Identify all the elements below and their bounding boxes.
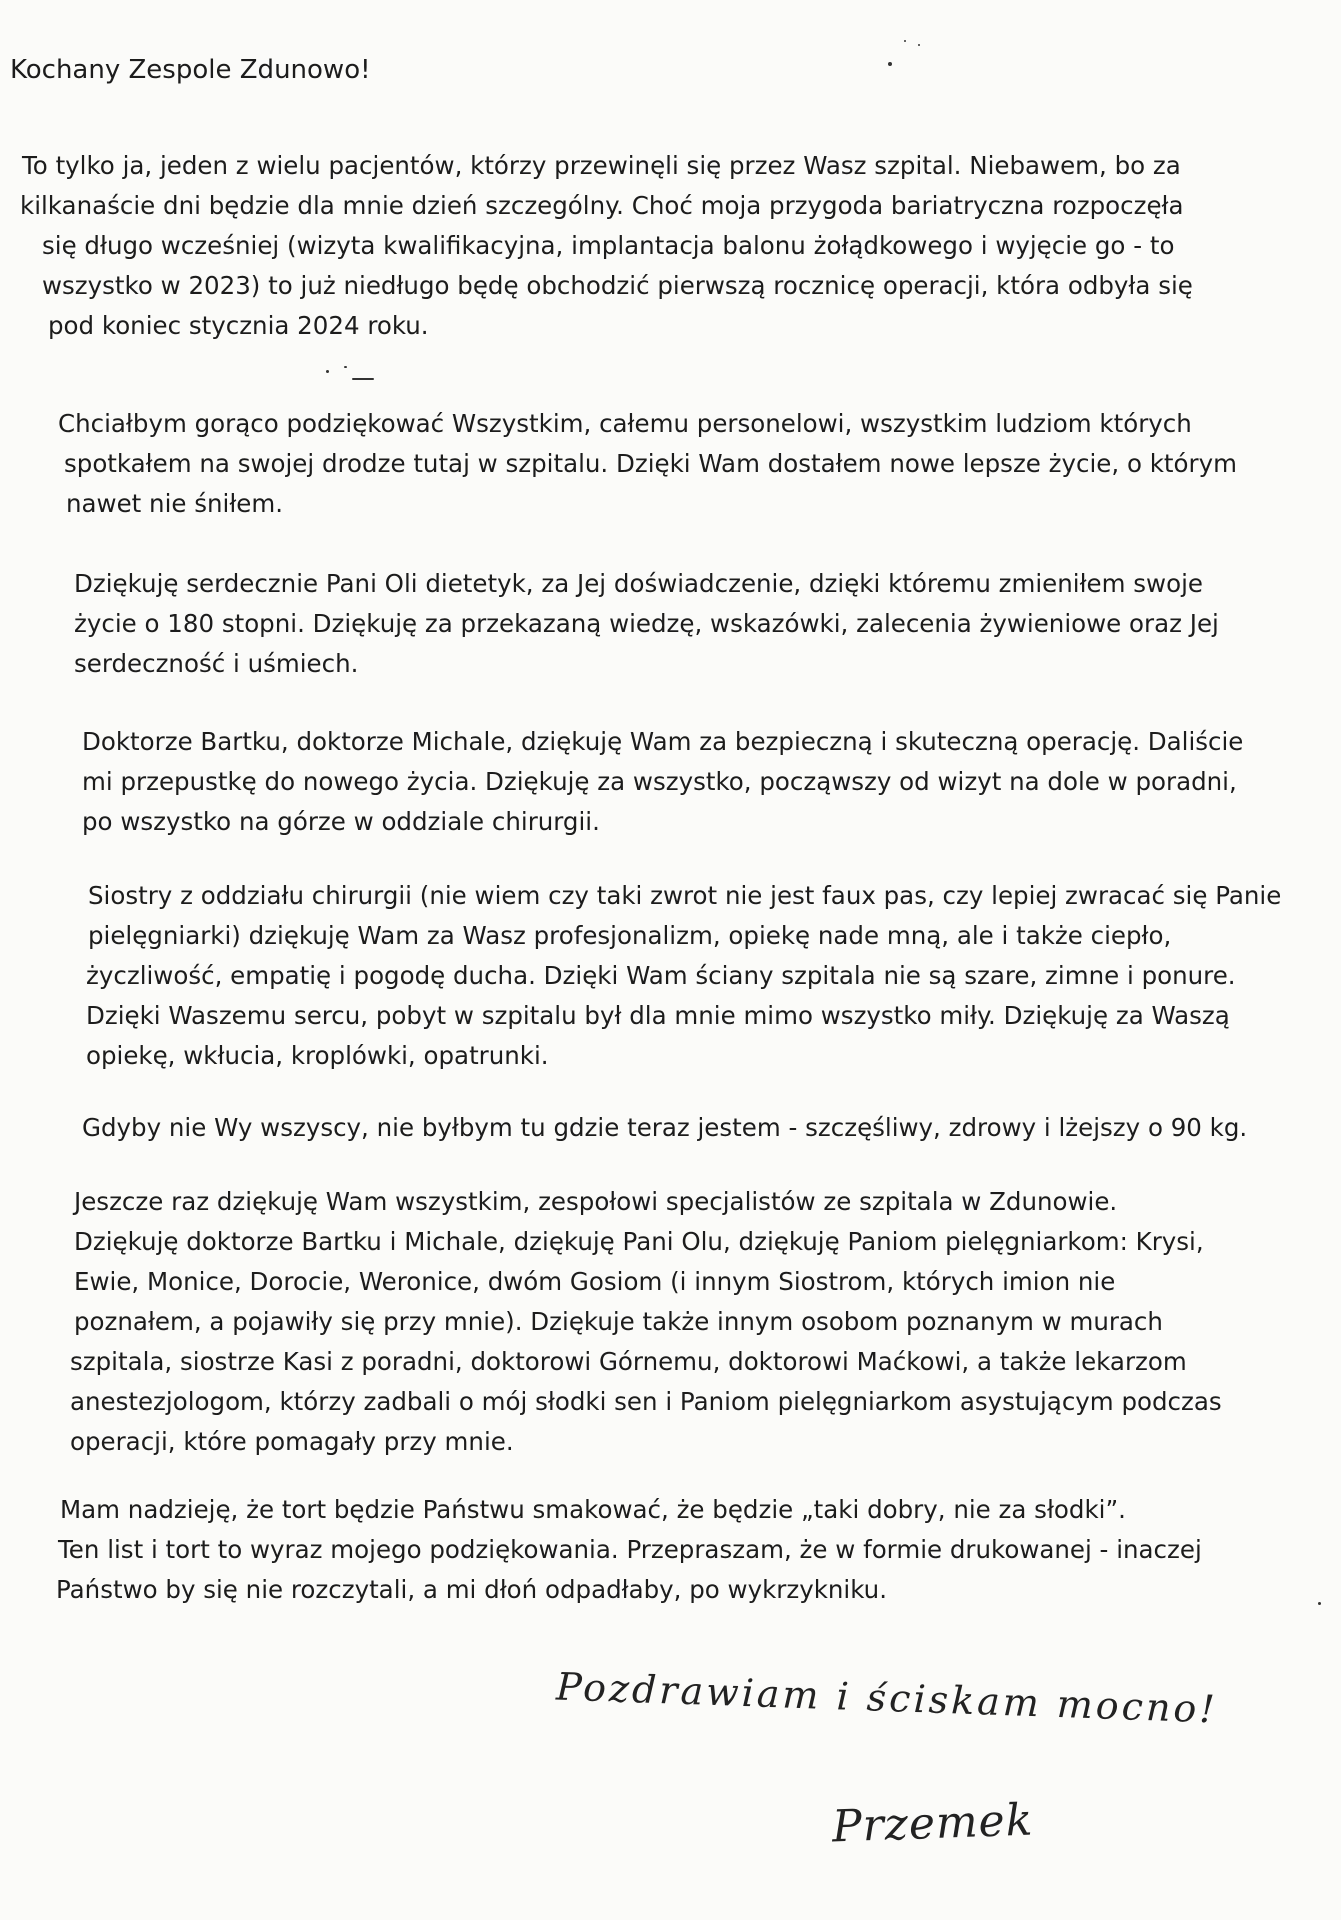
text-line: Siostry z oddziału chirurgii (nie wiem czy taki zwrot nie jest faux pas, czy lepiej zwracać się Panie [88, 881, 1282, 910]
text-line: Dzięki Waszemu sercu, pobyt w szpitalu był dla mnie mimo wszystko miły. Dziękuję za Waszą [86, 1001, 1230, 1030]
text-line: spotkałem na swojej drodze tutaj w szpitalu. Dzięki Wam dostałem nowe lepsze życie, o którym [64, 449, 1237, 478]
scan-speck [326, 370, 329, 373]
handwritten-closing: Pozdrawiam i ściskam mocno! [555, 1664, 1219, 1732]
text-line: operacji, które pomagały przy mnie. [70, 1427, 514, 1456]
text-line: pielęgniarki) dziękuję Wam za Wasz profesjonalizm, opiekę nade mną, ale i także ciepło, [88, 921, 1172, 950]
scan-speck [904, 40, 906, 42]
text-line: się długo wcześniej (wizyta kwalifikacyjna, implantacja balonu żołądkowego i wyjęcie go - to [42, 231, 1175, 260]
text-line: serdeczność i uśmiech. [74, 649, 359, 678]
text-line: Doktorze Bartku, doktorze Michale, dziękuję Wam za bezpieczną i skuteczną operację. Daliście [82, 727, 1244, 756]
scan-speck [352, 378, 374, 380]
letter-paragraph-8 [56, 1490, 1202, 1610]
handwritten-signature: Przemek [831, 1794, 1035, 1853]
text-line: życie o 180 stopni. Dziękuję za przekazaną wiedzę, wskazówki, zalecenia żywieniowe oraz Jej [74, 609, 1219, 638]
scan-speck [344, 366, 347, 368]
text-line: po wszystko na górze w oddziale chirurgii. [82, 807, 600, 836]
text-line: Ten list i tort to wyraz mojego podziękowania. Przepraszam, że w formie drukowanej - inaczej [58, 1535, 1202, 1564]
text-line: wszystko w 2023) to już niedługo będę obchodzić pierwszą rocznicę operacji, która odbyła się [42, 271, 1193, 300]
text-line: pod koniec stycznia 2024 roku. [48, 311, 429, 340]
text-line: Państwo by się nie rozczytali, a mi dłoń odpadłaby, po wykrzykniku. [56, 1575, 887, 1604]
text-line: To tylko ja, jeden z wielu pacjentów, którzy przewinęli się przez Wasz szpital. Niebawem, bo za [22, 151, 1181, 180]
text-line: anestezjologom, którzy zadbali o mój słodki sen i Paniom pielęgniarkom asystującym podczas [70, 1387, 1222, 1416]
letter-paragraph-7 [70, 1182, 1222, 1462]
scan-speck [918, 44, 920, 46]
text-line: szpitala, siostrze Kasi z poradni, doktorowi Górnemu, doktorowi Maćkowi, a także lekarzom [70, 1347, 1187, 1376]
text-line: Ewie, Monice, Dorocie, Weronice, dwóm Gosiom (i innym Siostrom, których imion nie [74, 1267, 1116, 1296]
letter-paragraph-3 [74, 564, 1219, 684]
text-line: życzliwość, empatię i pogodę ducha. Dzięki Wam ściany szpitala nie są szare, zimne i ponure. [86, 961, 1236, 990]
text-line: nawet nie śniłem. [66, 489, 284, 518]
text-line: poznałem, a pojawiły się przy mnie). Dziękuje także innym osobom poznanym w murach [74, 1307, 1163, 1336]
text-line: kilkanaście dni będzie dla mnie dzień szczególny. Choć moja przygoda bariatryczna rozpoczęła [20, 191, 1184, 220]
text-line: Jeszcze raz dziękuję Wam wszystkim, zespołowi specjalistów ze szpitala w Zdunowie. [74, 1187, 1118, 1216]
text-line: mi przepustkę do nowego życia. Dziękuję za wszystko, począwszy od wizyt na dole w poradni, [82, 767, 1237, 796]
letter-greeting: Kochany Zespole Zdunowo! [10, 55, 371, 85]
text-line: Dziękuję serdecznie Pani Oli dietetyk, za Jej doświadczenie, dzięki któremu zmieniłem swoje [74, 569, 1203, 598]
letter-paragraph-4 [82, 722, 1243, 842]
scan-speck [1318, 1602, 1321, 1605]
letter-paragraph-5 [88, 876, 1281, 1076]
text-line: Chciałbym gorąco podziękować Wszystkim, całemu personelowi, wszystkim ludziom których [58, 409, 1192, 438]
text-line: Mam nadzieję, że tort będzie Państwu smakować, że będzie „taki dobry, nie za słodki”. [60, 1495, 1126, 1524]
text-line: Gdyby nie Wy wszyscy, nie byłbym tu gdzie teraz jestem - szczęśliwy, zdrowy i lżejszy o 90 kg. [82, 1113, 1248, 1142]
scan-speck [888, 62, 892, 66]
letter-paragraph-2 [58, 404, 1237, 524]
letter-paragraph-6 [82, 1108, 1247, 1148]
text-line: Dziękuję doktorze Bartku i Michale, dziękuję Pani Olu, dziękuję Paniom pielęgniarkom: Krysi, [74, 1227, 1204, 1256]
letter-paragraph-1 [22, 146, 1193, 346]
text-line: opiekę, wkłucia, kroplówki, opatrunki. [86, 1041, 549, 1070]
